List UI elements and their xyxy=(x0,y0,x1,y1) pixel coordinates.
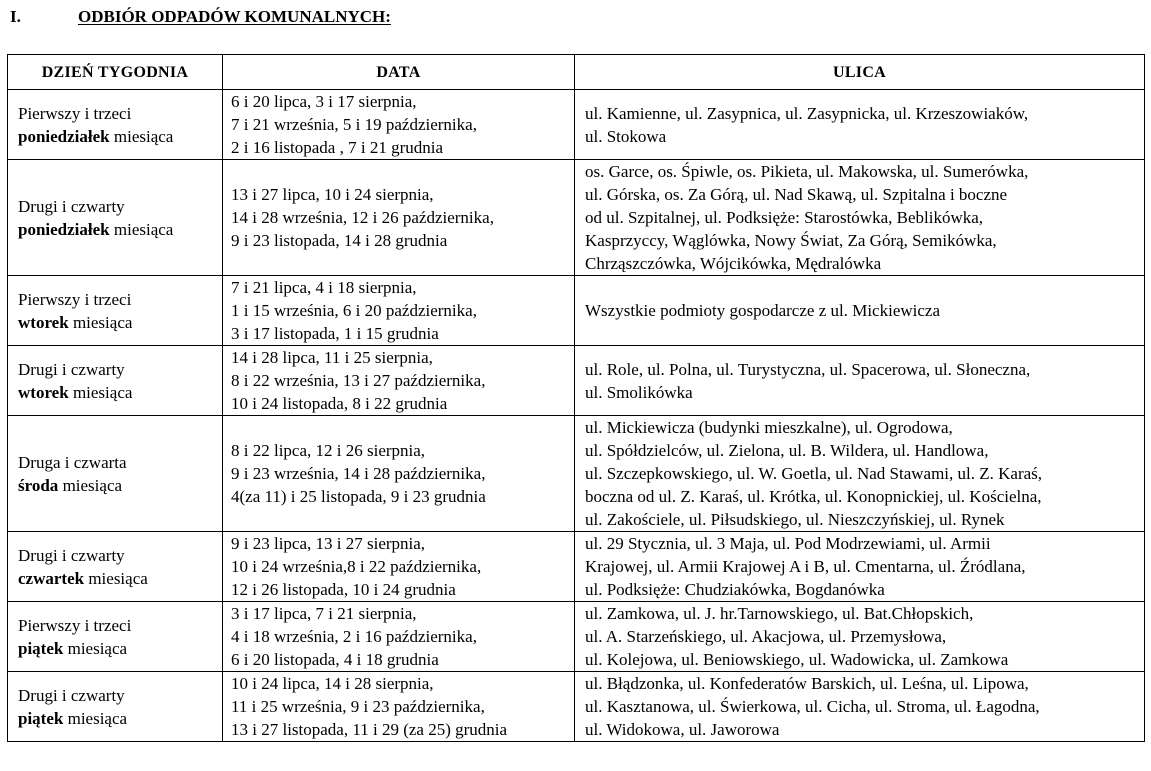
streets-cell: ul. Kamienne, ul. Zasypnica, ul. Zasypnicka, ul. Krzeszowiaków, ul. Stokowa xyxy=(575,90,1145,160)
section-number: I. xyxy=(10,7,21,26)
day-name: czwartek xyxy=(18,568,85,588)
section-heading xyxy=(10,6,391,32)
day-ordinal: Pierwszy i trzeci xyxy=(18,289,132,309)
day-suffix: miesiąca xyxy=(68,382,133,402)
day-suffix: miesiąca xyxy=(58,475,123,495)
day-cell xyxy=(8,160,223,276)
table-row xyxy=(8,602,1145,672)
day-cell xyxy=(8,672,223,742)
day-cell xyxy=(8,90,223,160)
day-ordinal: Druga i czwarta xyxy=(18,452,127,472)
dates-cell: 10 i 24 lipca, 14 i 28 sierpnia, 11 i 25 września, 9 i 23 października, 13 i 27 listopada, 11 i 29 (za 25) grudnia xyxy=(223,672,575,742)
day-suffix: miesiąca xyxy=(109,126,174,146)
dates-cell: 6 i 20 lipca, 3 i 17 sierpnia, 7 i 21 września, 5 i 19 października, 2 i 16 listopada , 7 i 21 grudnia xyxy=(223,90,575,160)
dates-cell: 13 i 27 lipca, 10 i 24 sierpnia, 14 i 28 września, 12 i 26 października, 9 i 23 listopada, 14 i 28 grudnia xyxy=(223,160,575,276)
table-row xyxy=(8,276,1145,346)
day-ordinal: Drugi i czwarty xyxy=(18,196,125,216)
streets-cell: os. Garce, os. Śpiwle, os. Pikieta, ul. Makowska, ul. Sumerówka, ul. Górska, os. Za Górą, ul. Nad Skawą, ul. Szpitalna i boczne od ul. Szpitalnej, ul. Podksięże: Starostówka, Beblikówka, Kasprzyccy, Wąglówka, Nowy Świat, Za Górą, Semikówka, Chrząszczówka, Wójcikówka, Mędralówka xyxy=(575,160,1145,276)
day-ordinal: Pierwszy i trzeci xyxy=(18,103,132,123)
dates-cell: 8 i 22 lipca, 12 i 26 sierpnia, 9 i 23 września, 14 i 28 października, 4(za 11) i 25 listopada, 9 i 23 grudnia xyxy=(223,416,575,532)
dates-cell: 14 i 28 lipca, 11 i 25 sierpnia, 8 i 22 września, 13 i 27 października, 10 i 24 listopada, 8 i 22 grudnia xyxy=(223,346,575,416)
table-row xyxy=(8,160,1145,276)
day-ordinal: Drugi i czwarty xyxy=(18,685,125,705)
streets-cell: ul. Role, ul. Polna, ul. Turystyczna, ul. Spacerowa, ul. Słoneczna, ul. Smolikówka xyxy=(575,346,1145,416)
day-name: wtorek xyxy=(18,382,69,402)
header-day: DZIEŃ TYGODNIA xyxy=(8,55,223,90)
day-name: piątek xyxy=(18,708,64,728)
dates-cell: 3 i 17 lipca, 7 i 21 sierpnia, 4 i 18 września, 2 i 16 października, 6 i 20 listopada, 4 i 18 grudnia xyxy=(223,602,575,672)
streets-cell: Wszystkie podmioty gospodarcze z ul. Mickiewicza xyxy=(575,276,1145,346)
streets-cell: ul. 29 Stycznia, ul. 3 Maja, ul. Pod Modrzewiami, ul. Armii Krajowej, ul. Armii Krajowej A i B, ul. Cmentarna, ul. Źródlana, ul. Podksięże: Chudziakówka, Bogdanówka xyxy=(575,532,1145,602)
day-name: wtorek xyxy=(18,312,69,332)
table-row xyxy=(8,672,1145,742)
dates-cell: 9 i 23 lipca, 13 i 27 sierpnia, 10 i 24 września,8 i 22 października, 12 i 26 listopada, 10 i 24 grudnia xyxy=(223,532,575,602)
day-name: środa xyxy=(18,475,59,495)
day-ordinal: Drugi i czwarty xyxy=(18,545,125,565)
dates-cell: 7 i 21 lipca, 4 i 18 sierpnia, 1 i 15 września, 6 i 20 października, 3 i 17 listopada, 1 i 15 grudnia xyxy=(223,276,575,346)
table-row xyxy=(8,346,1145,416)
collection-schedule-table xyxy=(7,54,1145,742)
section-title: ODBIÓR ODPADÓW KOMUNALNYCH: xyxy=(78,7,391,26)
day-suffix: miesiąca xyxy=(68,312,133,332)
day-cell xyxy=(8,416,223,532)
day-suffix: miesiąca xyxy=(63,638,128,658)
header-date: DATA xyxy=(223,55,575,90)
day-cell xyxy=(8,602,223,672)
header-street: ULICA xyxy=(575,55,1145,90)
day-name: poniedziałek xyxy=(18,219,110,239)
day-cell xyxy=(8,532,223,602)
streets-cell: ul. Mickiewicza (budynki mieszkalne), ul. Ogrodowa, ul. Spółdzielców, ul. Zielona, ul. B. Wildera, ul. Handlowa, ul. Szczepkowskiego, ul. W. Goetla, ul. Nad Stawami, ul. Z. Karaś, boczna od ul. Z. Karaś, ul. Krótka, ul. Konopnickiej, ul. Kościelna, ul. Zakościele, ul. Piłsudskiego, ul. Nieszczyńskiej, ul. Rynek xyxy=(575,416,1145,532)
day-name: piątek xyxy=(18,638,64,658)
table-row xyxy=(8,90,1145,160)
table-header-row xyxy=(8,55,1145,90)
streets-cell: ul. Błądzonka, ul. Konfederatów Barskich, ul. Leśna, ul. Lipowa, ul. Kasztanowa, ul. Świerkowa, ul. Cicha, ul. Stroma, ul. Łagodna, ul. Widokowa, ul. Jaworowa xyxy=(575,672,1145,742)
day-suffix: miesiąca xyxy=(109,219,174,239)
day-ordinal: Pierwszy i trzeci xyxy=(18,615,132,635)
table-row xyxy=(8,416,1145,532)
day-name: poniedziałek xyxy=(18,126,110,146)
streets-cell: ul. Zamkowa, ul. J. hr.Tarnowskiego, ul. Bat.Chłopskich, ul. A. Starzeńskiego, ul. Akacjowa, ul. Przemysłowa, ul. Kolejowa, ul. Beniowskiego, ul. Wadowicka, ul. Zamkowa xyxy=(575,602,1145,672)
day-suffix: miesiąca xyxy=(84,568,148,588)
day-suffix: miesiąca xyxy=(63,708,128,728)
table-row xyxy=(8,532,1145,602)
day-cell xyxy=(8,346,223,416)
day-cell xyxy=(8,276,223,346)
day-ordinal: Drugi i czwarty xyxy=(18,359,125,379)
